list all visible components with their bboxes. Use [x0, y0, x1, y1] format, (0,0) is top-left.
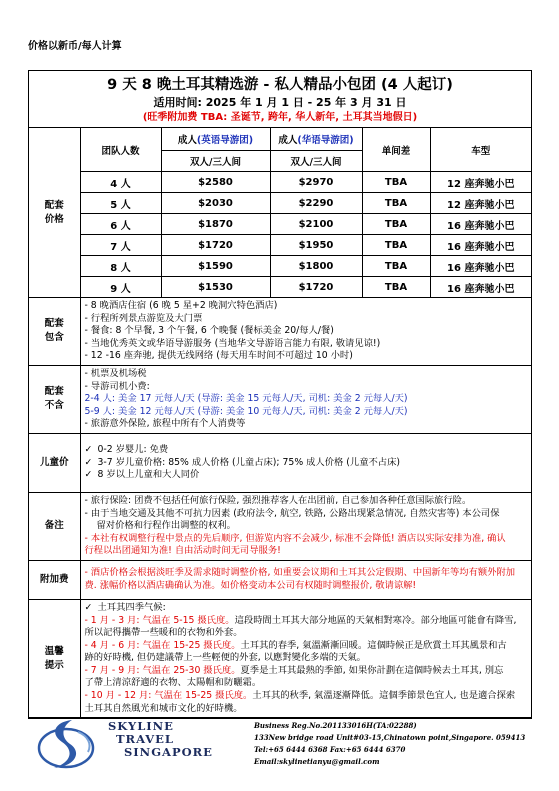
chinese-price-cell: $1720 [270, 277, 362, 298]
notes-label: 备注 [29, 492, 80, 560]
list-item: ✓ 土耳其四季气候: [84, 601, 166, 613]
list-item: - 由于当地交通及其他不可抗力因素 (政府法令, 航空, 铁路, 公路出现紧急情况, 自然灾害等) 本公司保 [84, 507, 500, 519]
tour-info-table [29, 128, 531, 718]
document-header [29, 71, 531, 128]
list-item: - 旅行保险: 团费不包括任何旅行保险, 强烈推荐客人在出团前, 自己参加各种任意国际旅行险。 [84, 494, 472, 506]
pricing-section-label: 配套 价格 [29, 128, 80, 298]
pricing-header-row [29, 128, 531, 151]
child-price-list [80, 433, 531, 492]
vehicle-cell: 16 座奔驰小巴 [430, 256, 531, 277]
single-supplement-cell: TBA [362, 256, 430, 277]
col-single-supplement: 单间差 [362, 128, 430, 172]
season-line: - 10 月 - 12 月: 气温在 15-25 摄氏度。土耳其的秋季, 氣溫逐漸降低。這個季節景色宜人, 也是適合探索 [84, 690, 516, 702]
list-item: - 本社有权调整行程中景点的先后顺序, 但游览内容不会减少, 标准不会降低! 酒店以实际安排为准, 确认 [84, 532, 506, 544]
season-line: - 1 月 - 3 月: 气温在 5-15 摄氏度。這段時間土耳其大部分地區的天氣相對寒冷。部分地區可能會有降雪, [84, 614, 517, 626]
table-row [29, 277, 531, 298]
list-item: - 8 晚酒店住宿 (6 晚 5 星+2 晚洞穴特色酒店) [84, 300, 278, 311]
price-unit-note: 价格以新币/每人计算 [28, 41, 122, 52]
tip-rate-line: 5-9 人: 美金 12 元每人/天 (导游: 美金 10 元每人/天, 司机: 美金 2 元每人/天) [84, 405, 408, 417]
notes-row [29, 492, 531, 560]
sub-english-room: 双人/三人间 [161, 151, 270, 172]
chinese-price-cell: $2290 [270, 193, 362, 214]
surcharge-text [80, 560, 531, 599]
english-price-cell: $2030 [161, 193, 270, 214]
company-address: 133New bridge road Unit#03-15,Chinatown point,Singapore. 059413 [254, 733, 526, 742]
list-item: - 12 -16 座奔驰, 提供无线网络 (每天用车时间不可超过 10 小时) [84, 350, 353, 362]
check-icon: ✓ [84, 601, 93, 613]
vehicle-cell: 12 座奔驰小巴 [430, 193, 531, 214]
chinese-price-cell: $1800 [270, 256, 362, 277]
table-row [29, 214, 531, 235]
season-line-continuation: 了帶上清涼舒適的衣物、太陽帽和防曬霜。 [84, 677, 262, 689]
skyline-logo-icon [36, 716, 96, 774]
notes-list [80, 492, 531, 560]
excluded-row [29, 365, 531, 433]
table-row [29, 235, 531, 256]
group-size-cell: 4 人 [80, 172, 161, 193]
vehicle-cell: 16 座奔驰小巴 [430, 235, 531, 256]
tips-row [29, 599, 531, 717]
valid-period: 适用时间: 2025 年 1 月 1 日 - 25 年 3 月 31 日 [153, 96, 407, 109]
list-item: - 当地优秀英文或华语导游服务 (当地华文导游语言能力有限, 敬请见谅!) [84, 337, 381, 349]
included-row [29, 298, 531, 366]
list-item: - 机票及机场税 [84, 367, 147, 379]
chinese-price-cell: $1950 [270, 235, 362, 256]
vehicle-cell: 12 座奔驰小巴 [430, 172, 531, 193]
single-supplement-cell: TBA [362, 277, 430, 298]
table-row [29, 172, 531, 193]
company-phone: Tel:+65 6444 6368 Fax:+65 6444 6370 [254, 745, 406, 754]
single-supplement-cell: TBA [362, 193, 430, 214]
included-list [80, 298, 531, 366]
included-label: 配套 包含 [29, 298, 80, 366]
season-line: - 7 月 - 9 月: 气温在 25-30 摄氏度。夏季是土耳其最熱的季節, 如果你計劃在這個時候去土耳其, 別忘 [84, 664, 504, 676]
vehicle-cell: 16 座奔驰小巴 [430, 214, 531, 235]
itinerary-document [28, 70, 532, 719]
season-line-continuation: 所以記得攜帶一些暖和的衣物和外套。 [84, 627, 243, 639]
list-item: - 酒店价格会根据淡旺季及需求随时调整价格, 如重要会议期和土耳其公定假期、中国新年等均有额外附加 [84, 567, 516, 579]
col-vehicle: 车型 [430, 128, 531, 172]
col-chinese-guide: 成人(华语导游团) [270, 128, 362, 151]
english-price-cell: $1720 [161, 235, 270, 256]
group-size-cell: 9 人 [80, 277, 161, 298]
table-row [29, 193, 531, 214]
chinese-price-cell: $2970 [270, 172, 362, 193]
english-price-cell: $1590 [161, 256, 270, 277]
english-price-cell: $1870 [161, 214, 270, 235]
group-size-cell: 6 人 [80, 214, 161, 235]
child-price-row [29, 433, 531, 492]
col-english-guide: 成人(英语导游团) [161, 128, 270, 151]
english-price-cell: $2580 [161, 172, 270, 193]
list-item: - 餐食: 8 个早餐, 3 个午餐, 6 个晚餐 (餐标美金 20/每人/餐) [84, 325, 334, 337]
list-item: - 导游司机小费: [84, 380, 150, 392]
business-reg: Business Reg.No.201133016H(TA:02288) [254, 721, 417, 730]
list-item: ✓ 0-2 岁婴儿: 免费 [84, 444, 169, 456]
list-item: ✓ 3-7 岁儿童价格: 85% 成人价格 (儿童占床); 75% 成人价格 (儿童不占床) [84, 456, 401, 468]
company-footer [28, 716, 530, 776]
list-item-continuation: 留对价格和行程作出调整的权利。 [96, 520, 236, 532]
tips-list [80, 599, 531, 717]
table-row [29, 256, 531, 277]
tips-label: 温馨 提示 [29, 599, 80, 717]
check-icon: ✓ [84, 456, 93, 468]
vehicle-cell: 16 座奔驰小巴 [430, 277, 531, 298]
single-supplement-cell: TBA [362, 172, 430, 193]
group-size-cell: 7 人 [80, 235, 161, 256]
company-contact [254, 720, 525, 768]
tour-title: 9 天 8 晚土耳其精选游 - 私人精品小包团 (4 人起订) [107, 77, 453, 93]
check-icon: ✓ [84, 444, 93, 456]
col-group-size: 团队人数 [80, 128, 161, 172]
excluded-label: 配套 不含 [29, 365, 80, 433]
list-item-continuation: 行程以出团通知为准! 自由活动时间无司导服务! [84, 545, 281, 557]
chinese-price-cell: $2100 [270, 214, 362, 235]
single-supplement-cell: TBA [362, 235, 430, 256]
surcharge-label: 附加费 [29, 560, 80, 599]
english-price-cell: $1530 [161, 277, 270, 298]
season-line-continuation: 跡的好時機, 但仍建議帶上一些輕便的外套, 以應對變化多端的天氣。 [84, 652, 366, 664]
list-item: - 行程所列景点游览及大门票 [84, 312, 203, 324]
season-line: - 4 月 - 6 月: 气温在 15-25 摄氏度。土耳其的春季, 氣溫漸漸回暖。這個時候正是欣賞土耳其風景和古 [84, 639, 507, 651]
surcharge-row [29, 560, 531, 599]
season-line-continuation: 土耳其自然風光和城市文化的好時機。 [84, 702, 243, 714]
group-size-cell: 5 人 [80, 193, 161, 214]
list-item-continuation: 费. 涨幅价格以酒店确确认为准。如价格变动本公司有权随时调整报价, 敬请谅解! [84, 579, 417, 591]
single-supplement-cell: TBA [362, 214, 430, 235]
check-icon: ✓ [84, 469, 93, 481]
sub-chinese-room: 双人/三人间 [270, 151, 362, 172]
list-item: - 旅游意外保险, 旅程中所有个人消费等 [84, 418, 246, 430]
peak-surcharge-note: (旺季附加费 TBA: 圣诞节, 跨年, 华人新年, 土耳其当地假日) [142, 112, 418, 123]
group-size-cell: 8 人 [80, 256, 161, 277]
list-item: ✓ 8 岁以上儿童和大人同价 [84, 469, 200, 481]
tip-rate-line: 2-4 人: 美金 17 元每人/天 (导游: 美金 15 元每人/天, 司机: 美金 2 元每人/天) [84, 393, 408, 405]
excluded-list [80, 365, 531, 433]
company-email: Email:skylinetianyu@gmail.com [254, 757, 380, 766]
company-brand: SKYLINE TRAVEL SINGAPORE [108, 719, 213, 759]
child-price-label: 儿童价 [29, 433, 80, 492]
